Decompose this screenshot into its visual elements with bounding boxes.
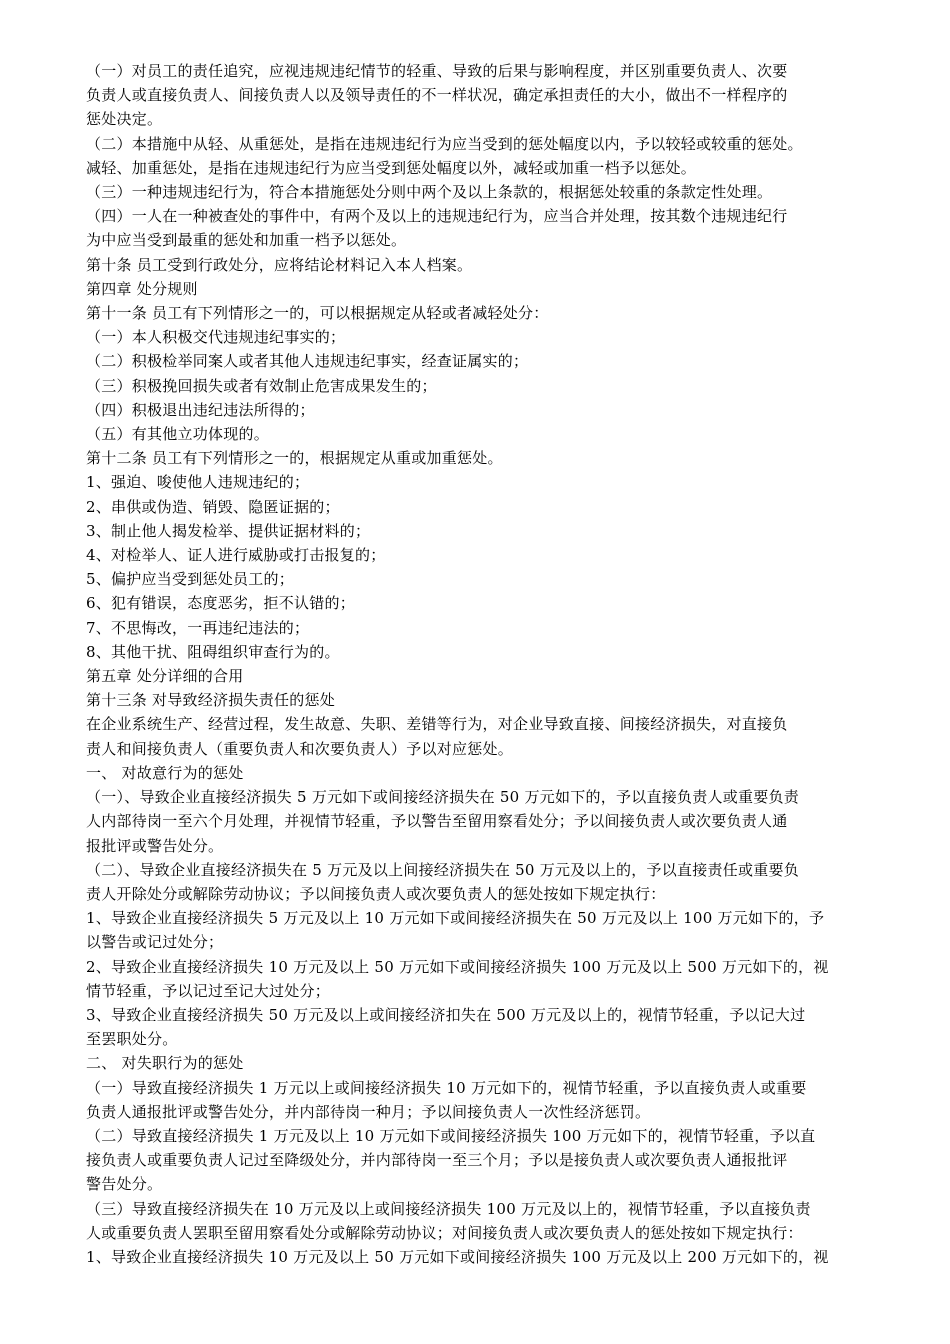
text-line: 第四章 处分规则 (86, 279, 198, 298)
text-line: 7、不思悔改，一再违纪违法的； (86, 618, 310, 637)
text-line: （三）积极挽回损失或者有效制止危害成果发生的； (86, 376, 437, 395)
text-line: 3、导致企业直接经济损失 50 万元及以上或间接经济扣失在 500 万元及以上的，视情节轻重，予以记大过 (86, 1005, 806, 1024)
text-line: 情节轻重，予以记过至记大过处分； (86, 981, 331, 1000)
text-line: （一）、导致企业直接经济损失 5 万元如下或间接经济损失在 50 万元如下的，予以直接负责人或重要负责 (86, 788, 799, 807)
paragraph (86, 858, 864, 906)
text-line: 在企业系统生产、经营过程，发生故意、失职、差错等行为，对企业导致直接、间接经济损失，对直接负 (86, 715, 788, 734)
text-line: 人或重要负责人罢职至留用察看处分或解除劳动协议；对间接负责人或次要负责人的惩处按如下规定执行： (86, 1223, 803, 1242)
paragraph (86, 398, 864, 422)
text-line: 第十一条 员工有下列情形之一的，可以根据规定从轻或者减轻处分： (86, 304, 549, 323)
text-line: 第五章 处分详细的合用 (86, 667, 244, 686)
paragraph (86, 543, 864, 567)
text-line: 3、制止他人揭发检举、提供证据材料的； (86, 521, 371, 540)
text-line: 惩处决定。 (86, 110, 163, 129)
paragraph (86, 616, 864, 640)
text-line: 1、强迫、唆使他人违规违纪的； (86, 473, 310, 492)
paragraph (86, 1197, 864, 1245)
text-line: 6、犯有错误，态度恶劣，拒不认错的； (86, 594, 356, 613)
paragraph (86, 253, 864, 277)
paragraph (86, 785, 864, 858)
paragraph (86, 1076, 864, 1124)
paragraph (86, 446, 864, 470)
text-line: （一）本人积极交代违规违纪事实的； (86, 328, 346, 347)
text-line: （四）积极退出违纪违法所得的； (86, 400, 315, 419)
paragraph (86, 422, 864, 446)
text-line: （二）导致直接经济损失 1 万元及以上 10 万元如下或间接经济损失 100 万元如下的，视情节轻重，予以直 (86, 1126, 816, 1145)
text-line: 二、 对失职行为的惩处 (86, 1054, 244, 1073)
paragraph (86, 132, 864, 180)
text-line: 人内部待岗一至六个月处理，并视情节轻重，予以警告至留用察看处分；予以间接负责人或次要负责人通 (86, 812, 788, 831)
paragraph (86, 688, 864, 712)
paragraph (86, 59, 864, 132)
text-line: （三）一种违规违纪行为，符合本措施惩处分则中两个及以上条款的，根据惩处较重的条款定性处理。 (86, 183, 773, 202)
paragraph (86, 277, 864, 301)
text-line: 至罢职处分。 (86, 1030, 178, 1049)
text-line: （五）有其他立功体现的。 (86, 425, 270, 444)
text-line: （一）对员工的责任追究，应视违规违纪情节的轻重、导致的后果与影响程度，并区别重要负责人、次要 (86, 62, 788, 80)
text-line: 报批评或警告处分。 (86, 836, 224, 855)
text-line: （一）导致直接经济损失 1 万元以上或间接经济损失 10 万元如下的，视情节轻重，予以直接负责人或重要 (86, 1078, 807, 1097)
text-line: 负责人通报批评或警告处分，并内部待岗一种月；予以间接负责人一次性经济惩罚。 (86, 1102, 651, 1121)
paragraph (86, 495, 864, 519)
text-line: 减轻、加重惩处，是指在违规违纪行为应当受到惩处幅度以外，减轻或加重一档予以惩处。 (86, 158, 697, 177)
paragraph (86, 640, 864, 664)
text-line: 责人和间接负责人（重要负责人和次要负责人）予以对应惩处。 (86, 739, 514, 758)
text-line: 第十二条 员工有下列情形之一的，根据规定从重或加重惩处。 (86, 449, 503, 468)
text-line: 5、偏护应当受到惩处员工的； (86, 570, 295, 589)
text-line: （二）、导致企业直接经济损失在 5 万元及以上间接经济损失在 50 万元及以上的，予以直接责任或重要负 (86, 860, 799, 879)
paragraph (86, 204, 864, 252)
paragraph (86, 712, 864, 760)
text-line: 4、对检举人、证人进行威胁或打击报复的； (86, 546, 386, 565)
paragraph (86, 301, 864, 325)
text-line: 为中应当受到最重的惩处和加重一档予以惩处。 (86, 231, 407, 250)
paragraph (86, 325, 864, 349)
text-line: 1、导致企业直接经济损失 5 万元及以上 10 万元如下或间接经济损失在 50 万元及以上 100 万元如下的，予 (86, 909, 825, 928)
paragraph (86, 470, 864, 494)
paragraph (86, 180, 864, 204)
paragraph (86, 591, 864, 615)
paragraph (86, 955, 864, 1003)
paragraph (86, 1051, 864, 1075)
text-line: 一、 对故意行为的惩处 (86, 763, 244, 782)
text-line: 1、导致企业直接经济损失 10 万元及以上 50 万元如下或间接经济损失 100 万元及以上 200 万元如下的，视 (86, 1247, 829, 1266)
text-line: 第十三条 对导致经济损失责任的惩处 (86, 691, 336, 710)
paragraph (86, 906, 864, 954)
text-line: （三）导致直接经济损失在 10 万元及以上或间接经济损失 100 万元及以上的，视情节轻重，予以直接负责 (86, 1199, 811, 1218)
text-line: 责人开除处分或解除劳动协议；予以间接负责人或次要负责人的惩处按如下规定执行： (86, 884, 666, 903)
text-line: （四）一人在一种被查处的事件中，有两个及以上的违规违纪行为，应当合并处理，按其数个违规违纪行 (86, 207, 788, 226)
paragraph (86, 349, 864, 373)
text-line: 负责人或直接负责人、间接负责人以及领导责任的不一样状况，确定承担责任的大小，做出不一样程序的 (86, 86, 788, 105)
text-line: 警告处分。 (86, 1175, 163, 1194)
text-line: 接负责人或重要负责人记过至降级处分，并内部待岗一至三个月；予以是接负责人或次要负责人通报批评 (86, 1151, 788, 1170)
paragraph (86, 374, 864, 398)
paragraph (86, 1245, 864, 1269)
text-line: 以警告或记过处分； (86, 933, 224, 952)
paragraph (86, 1003, 864, 1051)
text-line: （二）本措施中从轻、从重惩处，是指在违规违纪行为应当受到的惩处幅度以内，予以较轻或较重的惩处。 (86, 134, 803, 153)
paragraph (86, 567, 864, 591)
paragraph (86, 761, 864, 785)
paragraph (86, 664, 864, 688)
text-line: （二）积极检举同案人或者其他人违规违纪事实，经查证属实的； (86, 352, 529, 371)
paragraph (86, 519, 864, 543)
text-line: 2、串供或伪造、销毁、隐匿证据的； (86, 497, 340, 516)
text-line: 第十条 员工受到行政处分，应将结论材料记入本人档案。 (86, 255, 473, 274)
text-line: 2、导致企业直接经济损失 10 万元及以上 50 万元如下或间接经济损失 100 万元及以上 500 万元如下的，视 (86, 957, 829, 976)
text-line: 8、其他干扰、阻碍组织审查行为的。 (86, 642, 340, 661)
paragraph (86, 1124, 864, 1197)
